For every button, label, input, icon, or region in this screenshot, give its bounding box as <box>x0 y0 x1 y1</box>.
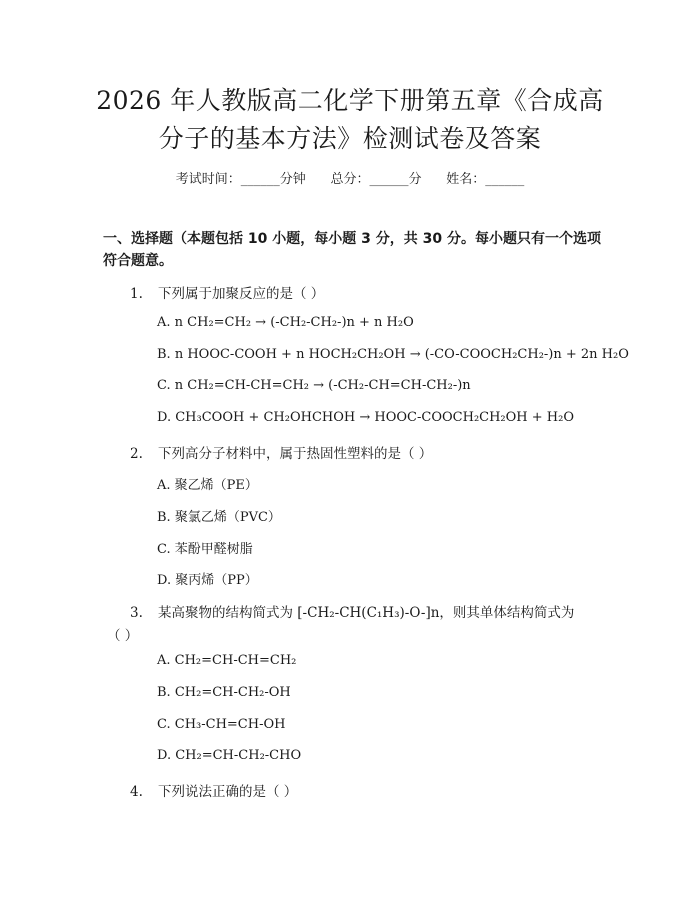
question-2-option-a: A. 聚乙烯（PE） <box>157 478 258 493</box>
question-2-option-b: B. 聚氯乙烯（PVC） <box>157 510 281 525</box>
question-stem: 下列属于加聚反应的是（ ） <box>158 286 325 302</box>
section-heading: 一、选择题（本题包括 10 小题，每小题 3 分，共 30 分。每小题只有一个选项符合题意。 <box>103 231 601 269</box>
question-stem: 下列说法正确的是（ ） <box>158 784 298 800</box>
question-1-option-b: B. n HOOC-COOH + n HOCH₂CH₂OH → (-CO-COOCH₂CH₂-)n + 2n H₂O <box>157 347 629 362</box>
question-1-option-d: D. CH₃COOH + CH₂OHCHOH → HOOC-COOCH₂CH₂OH + H₂O <box>157 410 575 425</box>
question-number: 4. <box>130 784 143 800</box>
question-number: 1. <box>130 286 143 302</box>
question-stem: 下列高分子材料中，属于热固性塑料的是（ ） <box>158 446 433 462</box>
question-4 <box>130 780 297 800</box>
question-3-option-a: A. CH₂=CH-CH=CH₂ <box>157 653 297 668</box>
question-1 <box>130 282 324 302</box>
page-title-line1: 2026 年人教版高二化学下册第五章《合成高 <box>96 86 604 115</box>
question-number: 2. <box>130 446 143 462</box>
question-3-option-b: B. CH₂=CH-CH₂-OH <box>157 685 291 700</box>
question-1-option-c: C. n CH₂=CH-CH=CH₂ → (-CH₂-CH=CH-CH₂-)n <box>157 378 471 393</box>
question-3-option-d: D. CH₂=CH-CH₂-CHO <box>157 748 302 763</box>
question-3-option-c: C. CH₃-CH=CH-OH <box>157 717 286 732</box>
question-2-option-d: D. 聚丙烯（PP） <box>157 573 258 588</box>
question-1-option-a: A. n CH₂=CH₂ → (-CH₂-CH₂-)n + n H₂O <box>157 315 414 330</box>
question-2-option-c: C. 苯酚甲醛树脂 <box>157 542 253 557</box>
page-title-line2: 分子的基本方法》检测试卷及答案 <box>158 124 542 153</box>
question-number: 3. <box>130 605 143 621</box>
question-2 <box>130 442 432 462</box>
exam-info: 考试时间：______分钟 总分：______分 姓名：______ <box>175 172 525 187</box>
question-3-stem-continuation: （ ） <box>107 628 139 644</box>
question-3 <box>130 601 574 621</box>
question-stem: 某高聚物的结构简式为 [-CH₂-CH(C₁H₃)-O-]n，则其单体结构简式为 <box>158 605 575 621</box>
